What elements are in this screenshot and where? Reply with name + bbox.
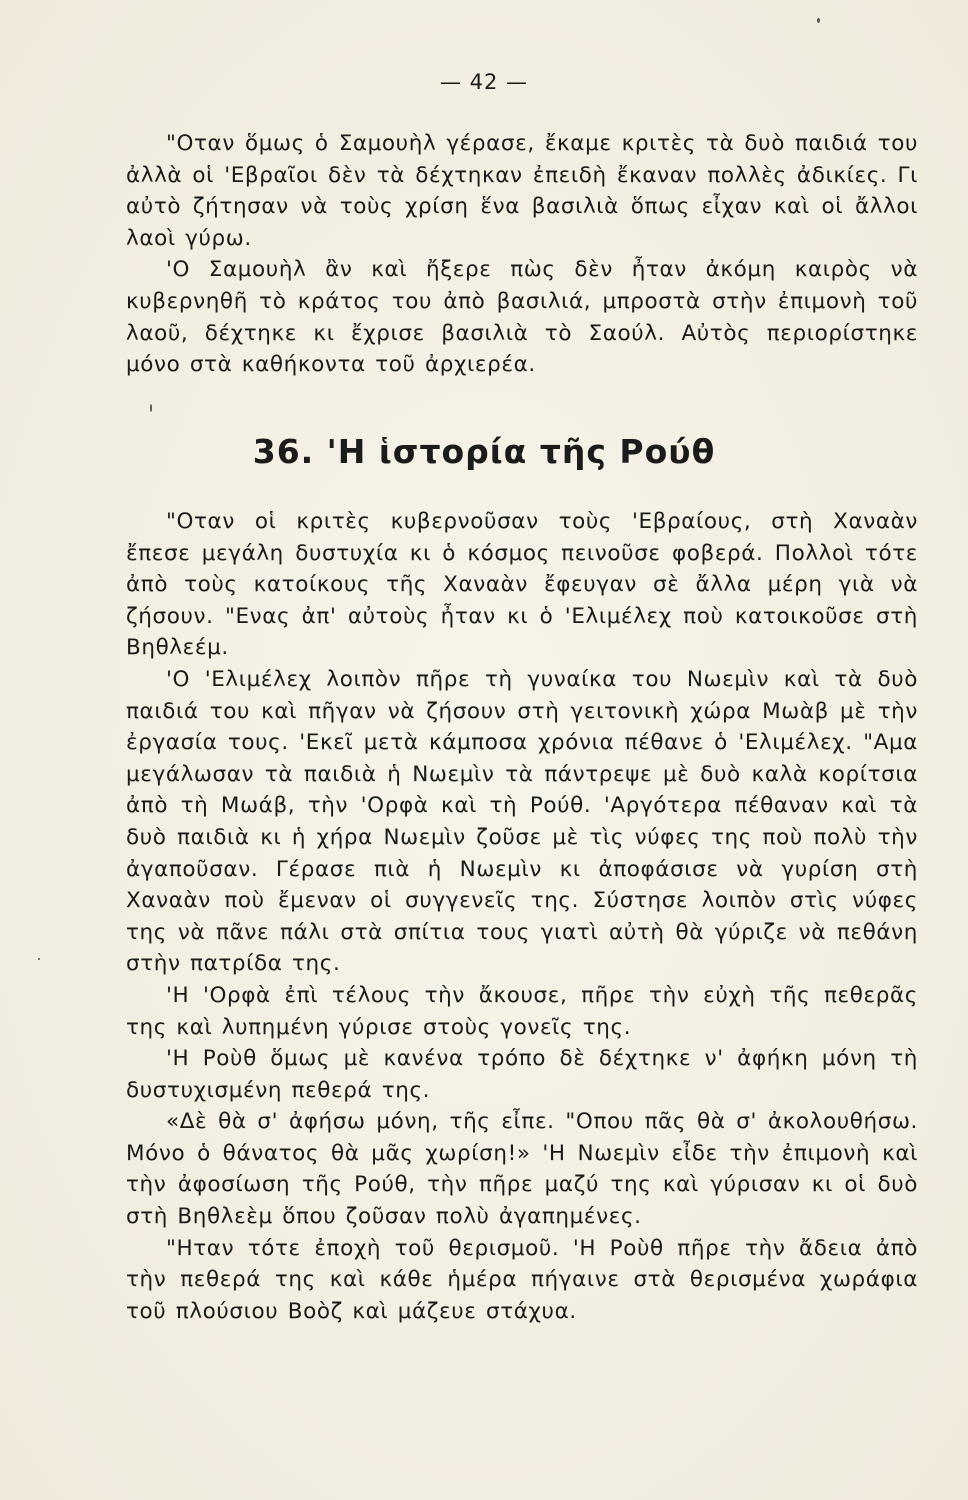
paragraph: "Ηταν τότε ἐποχὴ τοῦ θερισμοῦ. 'Η Ροὺθ πῆρε τὴν ἄδεια ἀπὸ τὴν πεθερά της καὶ κάθε ἡμέρα πήγαινε στὰ θερισμένα χωράφια τοῦ πλούσιου Βοὸζ καὶ μάζευε στάχυα. [126,1235,918,1324]
page-number: — 42 — [439,70,529,94]
paper-speck [150,404,152,412]
paragraph: 'Ο Σαμουὴλ ἂν καὶ ἤξερε πὼς δὲν ἦταν ἀκόμη καιρὸς νὰ κυβερνηθῆ τὸ κράτος του ἀπὸ βασιλιά, μπροστὰ στὴν ἐπιμονὴ τοῦ λαοῦ, δέχτηκε κι ἔχρισε βασιλιὰ τὸ Σαούλ. Αὐτὸς περιορίστηκε μόνο στὰ καθήκοντα τοῦ ἀρχιερέα. [126,257,918,378]
paragraph: 'Η Ροὺθ ὅμως μὲ κανένα τρόπο δὲ δέχτηκε ν' ἀφήκη μόνη τὴ δυστυχισμένη πεθερά της. [126,1046,918,1103]
paper-speck [38,958,40,960]
text-section-2 [126,506,918,1327]
paragraph: 'Η 'Ορφὰ ἐπὶ τέλους τὴν ἄκουσε, πῆρε τὴν εὐχὴ τῆς πεθερᾶς της καὶ λυπημένη γύρισε στοὺς γονεῖς της. [126,982,918,1040]
paragraph: "Οταν οἱ κριτὲς κυβερνοῦσαν τοὺς 'Εβραίους, στὴ Χαναὰν ἔπεσε μεγάλη δυστυχία κι ὁ κόσμος πεινοῦσε φοβερά. Πολλοὶ τότε ἀπὸ τοὺς κατοίκους τῆς Χαναὰν ἔφευγαν σὲ ἄλλα μέρη γιὰ νὰ ζήσουν. "Ενας ἀπ' αὐτοὺς ἦταν κι ὁ 'Ελιμέλεχ ποὺ κατοικοῦσε στὴ Βηθλεέμ. [126,509,918,661]
paragraph: 'Ο 'Ελιμέλεχ λοιπὸν πῆρε τὴ γυναίκα του Νωεμὶν καὶ τὰ δυὸ παιδιά του καὶ πῆγαν νὰ ζήσουν στὴ γειτονικὴ χώρα Μωὰβ μὲ τὴν ἐργασία τους. 'Εκεῖ μετὰ κάμποσα χρόνια πέθανε ὁ 'Ελιμέλεχ. "Αμα μεγάλωσαν τὰ παιδιὰ ἡ Νωεμὶν τὰ πάντρεψε μὲ δυὸ καλὰ κορίτσια ἀπὸ τὴ Μωάβ, τὴν 'Ορφὰ καὶ τὴ Ρούθ. 'Αργότερα πέθαναν καὶ τὰ δυὸ παιδιὰ κι ἡ χήρα Νωεμὶν ζοῦσε μὲ τὶς νύφες της ποὺ πολὺ τὴν ἀγαποῦσαν. Γέρασε πιὰ ἡ Νωεμὶν κι ἀποφάσισε νὰ γυρίση στὴ Χαναὰν ποὺ ἔμεναν οἱ συγγενεῖς της. Σύστησε λοιπὸν στὶς νύφες της νὰ πᾶνε πάλι στὰ σπίτια τους γιατὶ αὐτὴ θὰ γύριζε νὰ πεθάνη στὴν πατρίδα της. [126,666,918,977]
paragraph: "Οταν ὅμως ὁ Σαμουὴλ γέρασε, ἔκαμε κριτὲς τὰ δυὸ παιδιά του ἀλλὰ οἱ 'Εβραῖοι δὲν τὰ δέχτηκαν ἐπειδὴ ἔκαναν πολλὲς ἀδικίες. Γι αὐτὸ ζήτησαν νὰ τοὺς χρίση ἕνα βασιλιὰ ὅπως εἶχαν καὶ οἱ ἄλλοι λαοὶ γύρω. [126,131,918,251]
chapter-heading: 36. 'Η ἱστορία τῆς Ρούθ [252,432,716,471]
paper-speck [817,18,820,23]
text-section-1 [126,128,918,381]
paragraph: «Δὲ θὰ σ' ἀφήσω μόνη, τῆς εἶπε. "Οπου πᾶς θὰ σ' ἀκολουθήσω. Μόνο ὁ θάνατος θὰ μᾶς χωρίση!» 'Η Νωεμὶν εἶδε τὴν ἐπιμονὴ καὶ τὴν ἀφοσίωση τῆς Ρούθ, τὴν πῆρε μαζύ της καὶ γύρισαν κι οἱ δυὸ στὴ Βηθλεὲμ ὅπου ζοῦσαν πολὺ ἀγαπημένες. [126,1109,918,1230]
